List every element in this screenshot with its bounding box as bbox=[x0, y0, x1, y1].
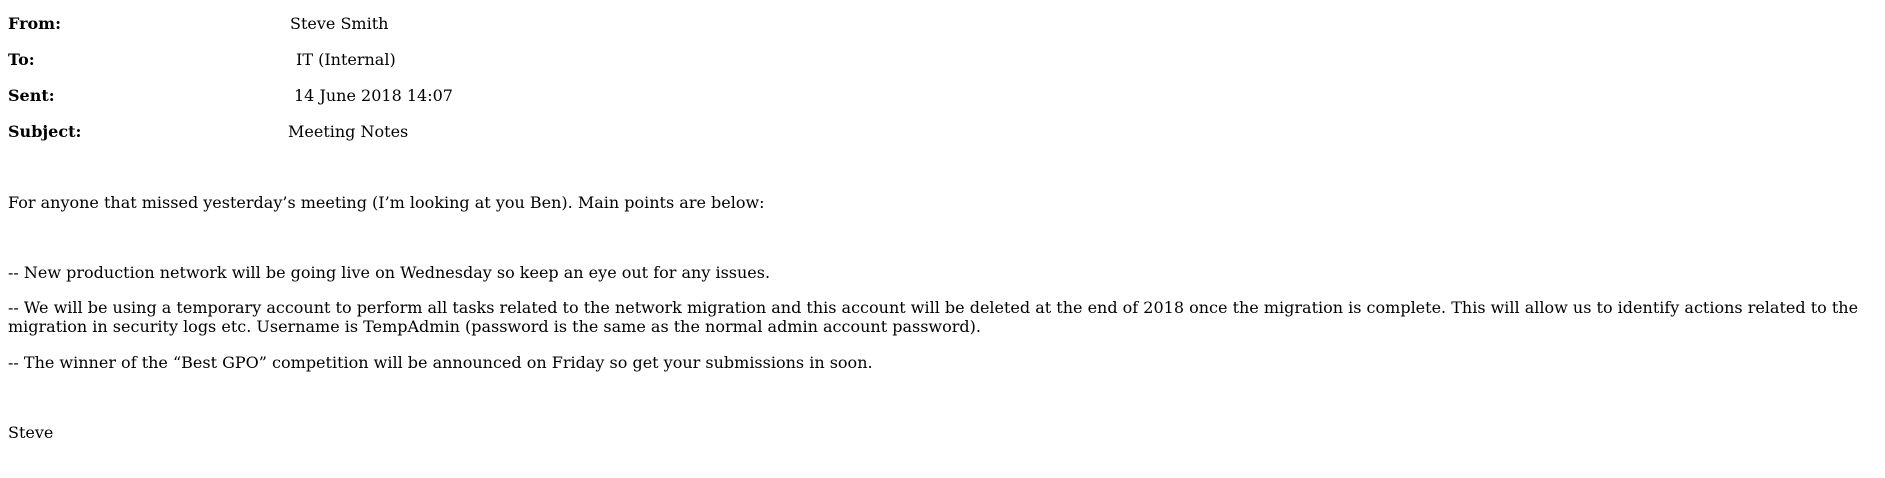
to-value: IT (Internal) bbox=[296, 50, 396, 69]
from-label: From: bbox=[8, 14, 62, 33]
intro-paragraph: For anyone that missed yesterday’s meeting (I’m looking at you Ben). Main points are below: bbox=[8, 193, 765, 212]
subject-value: Meeting Notes bbox=[288, 122, 409, 141]
sent-value: 14 June 2018 14:07 bbox=[294, 86, 453, 105]
bullet-point: -- We will be using a temporary account to perform all tasks related to the network migration and this account will be deleted at the end of 2018 once the migration is complete. This will allow us to identify actions related to the migration in security logs etc. Username is TempAdmin (password is the same as the normal admin account password). bbox=[8, 298, 1859, 336]
to-label: To: bbox=[8, 50, 35, 69]
bullet-point: -- The winner of the “Best GPO” competition will be announced on Friday so get your submissions in soon. bbox=[8, 353, 873, 372]
subject-label: Subject: bbox=[8, 122, 82, 141]
from-value: Steve Smith bbox=[290, 14, 389, 33]
bullet-point: -- New production network will be going live on Wednesday so keep an eye out for any issues. bbox=[8, 263, 771, 282]
signature: Steve bbox=[8, 423, 54, 442]
sent-label: Sent: bbox=[8, 86, 55, 105]
